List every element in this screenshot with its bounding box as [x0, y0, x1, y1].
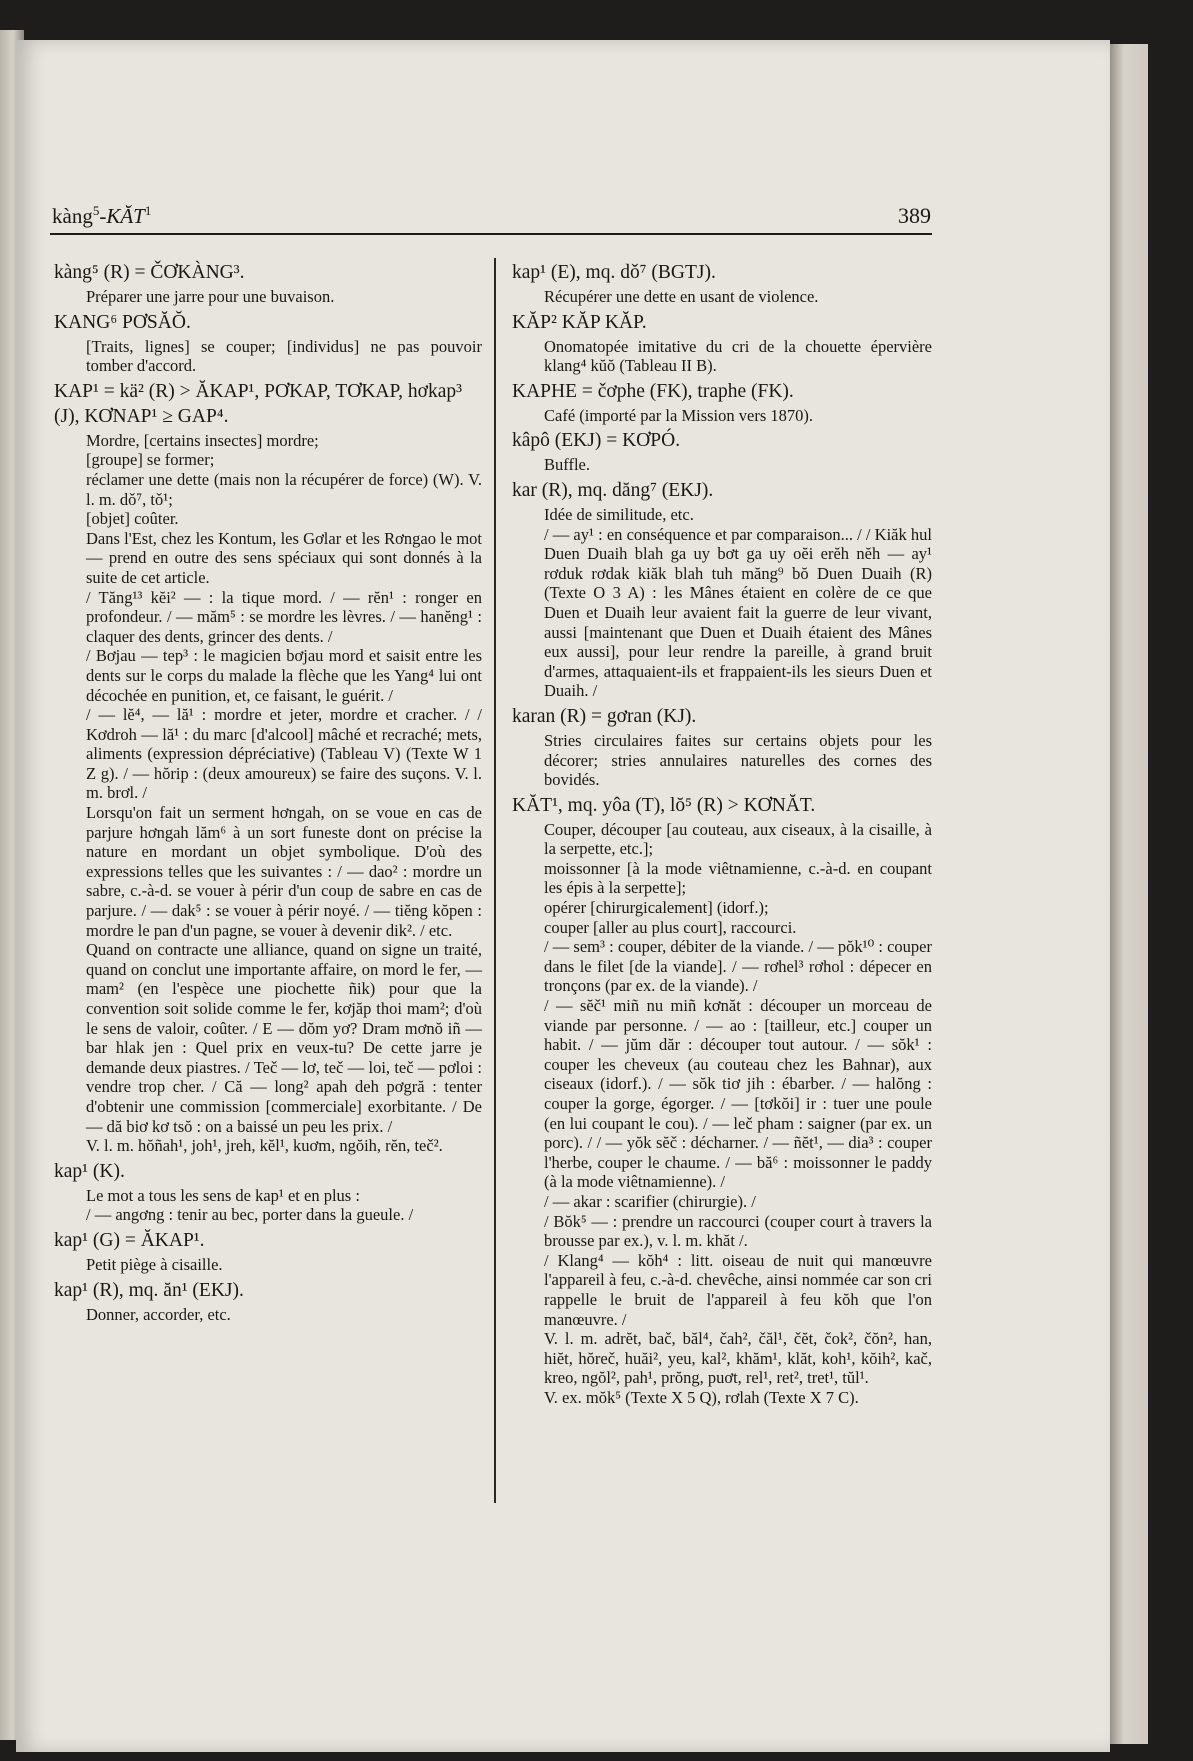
- entry-headword: kap¹ (G) = ĂKAP¹.: [54, 1229, 205, 1251]
- entry-headword: karan (R) = gơran (KJ).: [512, 705, 697, 727]
- entry-definition-line: / Tăng¹³ kĕi² — : la tique mord. / — rĕn¹ : ronger en profondeur. / — măm⁵ : se mordre les lèvres. / — hanĕng¹ : claquer des dents, grincer des dents. /: [86, 587, 482, 646]
- entry-definition-line: Lorsqu'on fait un serment hơngah, on se voue en cas de parjure hơngah lăm⁶ à un sort funeste dont on précise la nature en mordant un objet symbolique. D'où des expressions telles que les suivantes : / — dao² : mordre un sabre, c.-à-d. se vouer à périr d'un coup de sabre en cas de parjure. / — dak⁵ : se vouer à périr noyé. / — tiĕng kŏpen : mordre le pan d'un pagne, se vouer à devenir dik². / etc.: [86, 803, 482, 940]
- entry-definition-line: Donner, accorder, etc.: [86, 1304, 231, 1324]
- entry-definition-line: / — lĕ⁴, — lă¹ : mordre et jeter, mordre et cracher. / / Kơdroh — lă¹ : du marc [d'alcool] mâché et recraché; mets, aliments (expression dépréciative) (Tableau V) (Texte W 1 Z g). / — hŏrip : (deux amoureux) se faire des suçons. V. l. m. brơl. /: [86, 705, 482, 803]
- right-page-edge: [1108, 44, 1148, 1744]
- header-rule: [50, 233, 932, 235]
- entry-definition-line: [Traits, lignes] se couper; [individus] ne pas pouvoir tomber d'accord.: [86, 336, 482, 376]
- entry-definition-line: Onomatopée imitative du cri de la chouette épervière klang⁴ kŭŏ (Tableau II B).: [544, 336, 932, 376]
- running-head: kàng$^5$-KĂT$^1$: [52, 203, 152, 228]
- entry-definition-line: Le mot a tous les sens de kap¹ et en plus :: [86, 1185, 360, 1205]
- dictionary-entry: [512, 310, 932, 376]
- dictionary-entry: [512, 704, 932, 790]
- entry-definition-line: [groupe] se former;: [86, 450, 215, 470]
- entry-definition-line: / Bơjau — tep³ : le magicien bơjau mord et saisit entre les dents sur le corps du malade la flèche que les Yang⁴ lui ont décochée en punition, et, ce faisant, le guérit. /: [86, 646, 482, 705]
- entry-definition-line: moissonner [à la mode viêtnamienne, c.-à-d. en coupant les épis à la serpette];: [544, 858, 932, 898]
- dictionary-entry: [54, 379, 482, 1156]
- right-column: [512, 258, 932, 1411]
- entry-definition-line: [objet] coûter.: [86, 509, 179, 529]
- entry-headword: KĂP² KĂP KĂP.: [512, 311, 647, 333]
- entry-definition-line: Mordre, [certains insectes] mordre;: [86, 430, 319, 450]
- entry-headword: kâpô (EKJ) = KƠPÓ.: [512, 430, 681, 452]
- entry-definition-line: réclamer une dette (mais non la récupérer de force) (W). V. l. m. dǒ⁷, tǒ¹;: [86, 469, 482, 509]
- entry-headword: kap¹ (K).: [54, 1160, 125, 1182]
- entry-definition-line: V. l. m. hŏñah¹, joh¹, jreh, kĕl¹, kuơm, ngŏih, rĕn, teč².: [86, 1136, 443, 1156]
- entry-definition-line: / — akar : scarifier (chirurgie). /: [544, 1191, 756, 1211]
- entry-definition-line: couper [aller au plus court], raccourci.: [544, 917, 797, 937]
- entry-definition-line: opérer [chirurgicalement] (idorf.);: [544, 898, 769, 918]
- entry-headword: KĂT¹, mq. yôa (T), lŏ⁵ (R) > KƠNĂT.: [512, 794, 816, 816]
- entry-headword: KAP¹ = kä² (R) > ĂKAP¹, PƠKAP, TƠKAP, hơkap³ (J), KƠNAP¹ ≥ GAP⁴.: [54, 380, 462, 427]
- entry-headword: kàng⁵ (R) = ČƠKÀNG³.: [54, 262, 245, 283]
- dictionary-entry: [54, 1228, 482, 1275]
- entry-headword: kar (R), mq. dăng⁷ (EKJ).: [512, 479, 714, 501]
- entry-headword: KANG⁶ PƠSĂŎ.: [54, 311, 191, 333]
- page-number: 389: [898, 203, 931, 228]
- entry-definition-line: Stries circulaires faites sur certains objets pour les décorer; stries annulaires naturelles des cornes des bovidés.: [544, 730, 932, 790]
- dictionary-entry: [512, 428, 932, 475]
- entry-definition-line: / — sĕč¹ miñ nu miñ kơnăt : découper un morceau de viande par personne. / — ao : [tailleur, etc.] couper un habit. / — jŭm dăr : découper tout autour. / — sŏk¹ : couper les cheveux (au couteau chez les Bahnar), aux ciseaux (idorf.). / — sŏk tiơ jih : ébarber. / — halŏng : couper la gorge, égorger. / — [tơkŏi] ir : tuer une poule (en lui coupant le cou). / — leč pham : saigner (par ex. un porc). / / — yŏk sĕč : décharner. / — ñĕt¹, — dia³ : couper l'herbe, couper le chaume. / — bă⁶ : moissonner le paddy (à la mode viêtnamienne). /: [544, 996, 932, 1192]
- entry-headword: KAPHE = čơphe (FK), traphe (FK).: [512, 380, 794, 402]
- dictionary-entry: [54, 1159, 482, 1225]
- entry-definition-line: / — sem³ : couper, débiter de la viande. / — pŏk¹⁰ : couper dans le filet [de la viande]. / — rơhel³ rơhol : dépecer en tronçons (par ex. de la viande). /: [544, 937, 932, 996]
- entry-definition-line: Couper, découper [au couteau, aux ciseaux, à la cisaille, à la serpette, etc.];: [544, 819, 932, 859]
- entry-definition-line: / Klang⁴ — kŏh⁴ : litt. oiseau de nuit qui manœuvre l'appareil à feu, c.-à-d. chevêche, ainsi nommée car son cri rappelle le bruit de l'appareil à feu kŏh que l'on manœuvre. /: [544, 1250, 932, 1329]
- entry-definition-line: Dans l'Est, chez les Kontum, les Gơlar et les Rơngao le mot — prend en outre des sens spéciaux qui sont donnés à la suite de cet article.: [86, 528, 482, 587]
- left-column: [54, 258, 482, 1327]
- entry-definition-line: Quand on contracte une alliance, quand on signe un traité, quand on conclut une importante affaire, on mord le fer, — mam² (en l'espèce une piochette ñik) pour que la convention soit solide comme le fer, kơjăp thoi mam²; d'où le sens de valoir, coûter. / E — dŏm yơ? Dram mơnŏ iñ — bar hlak jen : Quel prix en veux-tu? De cette jarre je demande deux piastres. / Teč — lơ, teč — loi, teč — pơloi : vendre trop cher. / Că — long² apah deh pơgră : tenter d'obtenir une commission [commerciale] exorbitante. / De — dă biơ kơ tsŏ : on a baissé un peu les prix. /: [86, 940, 482, 1136]
- entry-definition-line: / — angơng : tenir au bec, porter dans la gueule. /: [86, 1205, 414, 1225]
- entry-headword: kap¹ (R), mq. ăn¹ (EKJ).: [54, 1279, 244, 1301]
- entry-definition-line: Café (importé par la Mission vers 1870).: [544, 405, 813, 425]
- entry-headword: kap¹ (E), mq. dǒ⁷ (BGTJ).: [512, 262, 716, 283]
- entry-definition-line: Petit piège à cisaille.: [86, 1254, 223, 1274]
- dictionary-entry: [54, 310, 482, 376]
- dictionary-entry: [54, 1278, 482, 1325]
- dictionary-entry: [54, 260, 482, 307]
- dictionary-entry: [512, 379, 932, 426]
- entry-definition-line: V. ex. mŏk⁵ (Texte X 5 Q), rơlah (Texte X 7 C).: [544, 1387, 859, 1407]
- entry-definition-line: / Bŏk⁵ — : prendre un raccourci (couper court à travers la brousse par ex.), v. l. m. khăt /.: [544, 1211, 932, 1251]
- dictionary-entry: [512, 478, 932, 701]
- entry-definition-line: Idée de similitude, etc.: [544, 504, 694, 524]
- entry-definition-line: Préparer une jarre pour une buvaison.: [86, 287, 335, 306]
- entry-definition-line: Buffle.: [544, 455, 590, 475]
- entry-definition-line: Récupérer une dette en usant de violence.: [544, 287, 819, 306]
- dictionary-entry: [512, 260, 932, 307]
- entry-definition-line: V. l. m. adrĕt, bač, băl⁴, čah², čăl¹, čĕt, čok², čŏn², han, hiĕt, hŏreč, huăi², yeu, kal², khăm¹, klăt, koh¹, kŏih², kač, kreo, ngŏl², pah¹, prŏng, puơt, rel¹, ret², tret¹, tŭl¹.: [544, 1329, 932, 1388]
- entry-definition-line: / — ay¹ : en conséquence et par comparaison... / / Kiăk hul Duen Duaih blah ga uy bơt ga uy oĕi erĕh nĕh — ay¹ rơduk rơdak kiăk blah tuh măng⁹ bŏ Duen Duaih (R) (Texte O 3 A) : les Mânes étaient en colère de ce que Duen et Duaih leur avaient fait la guerre de leur vivant, aussi [maintenant que Duen et Duaih étaient des Mânes eux aussi], pour leur rendre la pareille, à grand bruit d'armes, attaquaient-ils et frappaient-ils les sieurs Duen et Duaih. /: [544, 524, 932, 701]
- column-divider: [494, 258, 496, 1503]
- dictionary-entry: [512, 793, 932, 1408]
